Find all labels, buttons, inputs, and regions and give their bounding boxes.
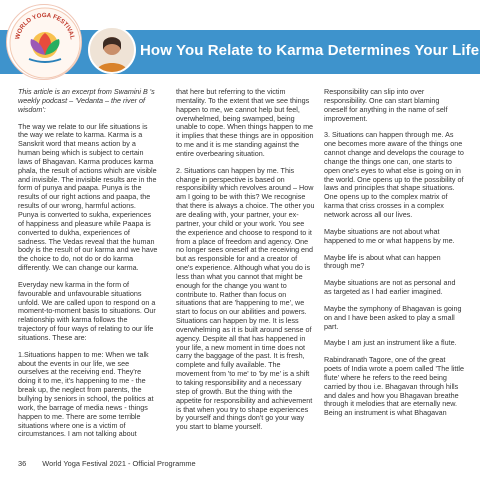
portrait-graphic: [90, 28, 134, 72]
article-column-1: [18, 88, 158, 447]
paragraph: Maybe situations are not as personal and as targeted as I had earlier imagined.: [324, 278, 456, 297]
lotus-logo-icon: [6, 4, 82, 80]
logo-text: WORLD YOGA FESTIVAL: [14, 11, 76, 41]
paragraph: Rabindranath Tagore, one of the great poets of India wrote a poem called 'The little flute' where he refers to the reed being carried by thou i.e. Bhagavan through hills and dales and how you Bhagavan breathe through it melodies that are eternally new. Being an instrument is what Bhagavan: [324, 355, 465, 418]
paragraph: The way we relate to our life situations is the way we relate to karma. Karma is a Sanskrit word that means action by a human being which is subject to certain laws of Bhagavan. Karma produces karma phala, the result of actions which are visible and invisible. The invisible results are in the form of punya and paapa. Punya is the results of our right actions and paapa, the results of our wrong, harmful actions. Punya is converted to sukha, experiences of happiness and pleasure while Paapa is converted to dukha, experiences of sadness. The Vedas reveal that the human body is the result of our karma and we have the choice to do, not do or do karma differently. We can change our karma.: [18, 121, 158, 273]
paragraph: Maybe situations are not about what happened to me or what happens by me.: [324, 226, 455, 245]
paragraph: Responsibility can slip into over responsibility. One can start blaming oneself for anything in the name of self improvement.: [324, 87, 448, 123]
footer-text: World Yoga Festival 2021 - Official Programme: [42, 459, 196, 468]
paragraph: 1.Situations happen to me: When we talk about the events in our life, we see ourselves at the receiving end. They're doing it to me, it's happening to me - the break up, the neglect from parents, the bullying by seniors in school, the politics at work, the barrage of media news - things happen to me. There are some terrible situations where one is a victim of circumstances. I am not talking about: [18, 349, 154, 439]
paragraph: that here but referring to the victim mentality. To the extent that we see things happen to me, we cannot help but feel, overwhelmed, being swamped, being unable to cope. When things happen to me it implies that these things are in opposition to me and it is me standing against the entire overbearing situation.: [176, 87, 314, 158]
paragraph: Everyday new karma in the form of favourable and unfavourable situations unfold. We are called upon to respond on a moment-to-moment basis to situations. Our relationship with karma follows the trajectory of four ways of relating to our life situations. These are:: [18, 279, 156, 342]
page-title: How You Relate to Karma Determines Your Life: [140, 42, 480, 59]
page-footer: [18, 459, 196, 468]
paragraph: 3. Situations can happen through me. As one becomes more aware of the things one cannot change and develops the courage to change the things one can, one starts to open one's eyes to what else is going on in the world. One opens up to the possibility of laws and principles that shape situations. One opens up to the complex matrix of karma that criss crosses in a complex network across all our lives.: [324, 130, 464, 219]
page-number: 36: [18, 459, 27, 468]
paragraph: Maybe life is about what can happen through me?: [324, 252, 441, 271]
paragraph: 2. Situations can happen by me. This change in perspective is based on responsibility which revolves around – How am I going to be with this? We recognise that there is always a choice. The other you are dealing with, your partner, your ex-partner, your child or your work. You see the experience and choose to respond to it from a place of freedom and agency. One no longer sees oneself at the receiving end but as responsible for and a creator of one's experience. Although what you do is less than what you cannot that might be enough for the change you want to contribute to. Rather than focus on situations that are 'happening to me', we start to focus on our abilities and powers. Situations can happen by me. It is less overwhelming as it is built around sense of agency. Despite all that has happened in your life, a new moment in time does not carry the baggage of the past. It is fresh, complete and fully available. The movement from 'to me' to 'by me' is a shift to taking responsibility and a necessary step of growth. But the thing with the appetite for responsibility and achievement is that when you try to shape experiences by yourself and things don't go your way you start to blame yourself.: [176, 165, 315, 432]
article-intro: This article is an excerpt from Swamini B 's weekly podcast – 'Vedanta – the river of wisdom':: [18, 87, 155, 114]
paragraph: Maybe the symphony of Bhagavan is going on and I have been asked to play a small part.: [324, 303, 462, 331]
article-column-2: [176, 88, 316, 440]
author-portrait: [88, 26, 136, 74]
logo-graphic: [7, 5, 83, 81]
paragraph: Maybe I am just an instrument like a flute.: [324, 338, 457, 348]
article-column-3: [324, 88, 464, 426]
